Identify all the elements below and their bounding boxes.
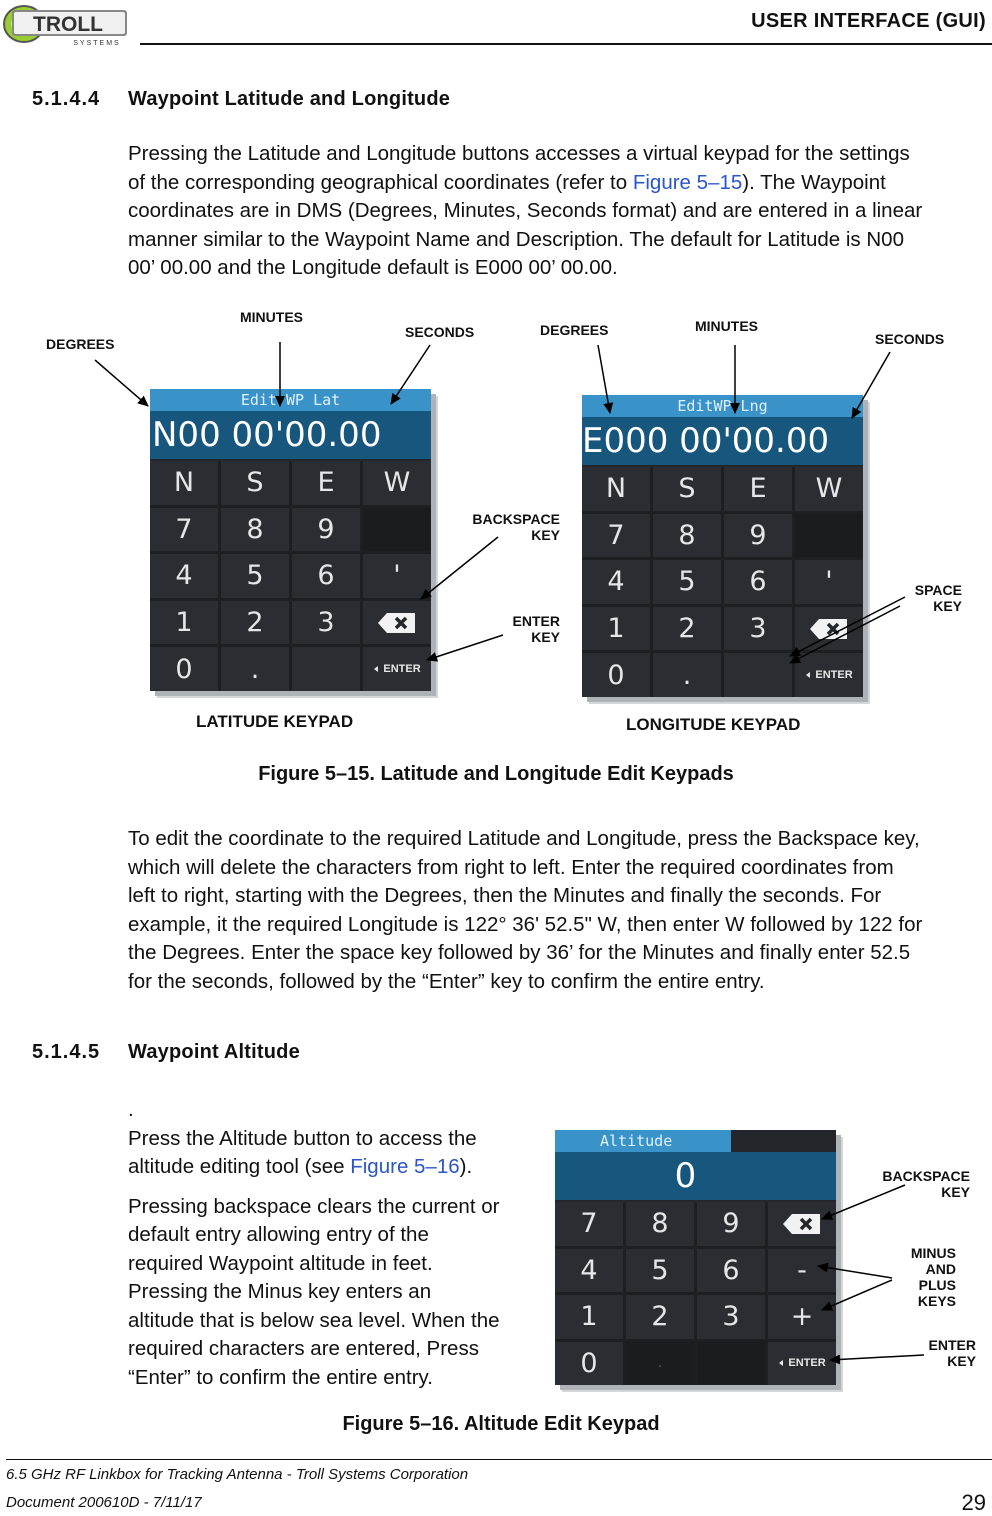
key-apostrophe[interactable]: ' [795, 560, 863, 604]
callout-line: SPACE [914, 582, 962, 598]
key-w[interactable]: W [363, 461, 431, 505]
text-line: “Enter” to confirm the entire entry. [128, 1365, 433, 1389]
callout-line: PLUS [918, 1277, 956, 1293]
key-n[interactable]: N [150, 461, 218, 505]
key-n[interactable]: N [582, 467, 650, 511]
key-s[interactable]: S [221, 461, 289, 505]
paragraph-edit-instructions [128, 825, 990, 996]
key-9[interactable]: 9 [292, 508, 360, 552]
text-line: for the seconds, followed by the “Enter” key to confirm the entire entry. [128, 969, 765, 993]
callout-line: BACKSPACE [472, 511, 560, 527]
key-2[interactable]: 2 [221, 601, 289, 645]
key-apostrophe[interactable]: ' [363, 554, 431, 598]
key-dot[interactable]: . [653, 653, 721, 697]
figure-link[interactable]: Figure 5–15 [632, 170, 743, 194]
callout-lng-degrees: DEGREES [540, 322, 609, 338]
key-9[interactable]: 9 [697, 1202, 765, 1246]
text-line: 00’ 00.00 and the Longitude default is E000 00’ 00.00. [128, 256, 618, 279]
enter-label: ENTER [788, 1357, 826, 1370]
key-3[interactable]: 3 [292, 601, 360, 645]
key-7[interactable]: 7 [555, 1202, 623, 1246]
key-2[interactable]: 2 [626, 1295, 694, 1339]
text-line: altitude that is below sea level. When the [128, 1308, 500, 1332]
callout-line: AND [925, 1261, 956, 1277]
latitude-keypad-label: LATITUDE KEYPAD [196, 712, 354, 731]
key-3[interactable]: 3 [697, 1295, 765, 1339]
footer-divider [6, 1459, 992, 1460]
section-title: Waypoint Altitude [128, 1041, 300, 1063]
keypad-title-bar: Edit WP Lat [150, 389, 431, 411]
key-w[interactable]: W [795, 467, 863, 511]
key-2[interactable]: 2 [653, 607, 721, 651]
key-0[interactable]: 0 [555, 1342, 623, 1386]
page-number: 29 [961, 1490, 986, 1515]
text-line: Pressing the Minus key enters an [128, 1280, 432, 1303]
key-0[interactable]: 0 [150, 647, 218, 691]
figure-15-caption: Figure 5–15. Latitude and Longitude Edit Keypads [258, 763, 734, 785]
key-3[interactable]: 3 [724, 607, 792, 651]
text-line: manner similar to the Waypoint Name and Description. The default for Latitude is N00 [128, 227, 904, 251]
key-5[interactable]: 5 [626, 1249, 694, 1293]
key-7[interactable]: 7 [150, 508, 218, 552]
key-e[interactable]: E [292, 461, 360, 505]
keypad-display: N00 00'00.00 [150, 411, 431, 459]
callout-lat-seconds: SECONDS [405, 324, 475, 340]
callout-line: KEY [933, 598, 962, 614]
text-line: . [128, 1098, 134, 1121]
text-line: required Waypoint altitude in feet. [128, 1251, 433, 1275]
text-line: default entry allowing entry of the [128, 1223, 429, 1246]
callout-line: MINUS [910, 1245, 956, 1261]
enter-label: ENTER [815, 669, 853, 682]
key-e[interactable]: E [724, 467, 792, 511]
key-5[interactable]: 5 [653, 560, 721, 604]
key-6[interactable]: 6 [697, 1249, 765, 1293]
enter-label: ENTER [383, 663, 421, 676]
text-fragment: ). [459, 1155, 473, 1178]
text-line: coordinates are in DMS (Degrees, Minutes, Seconds format) and are entered in a linear [128, 199, 923, 222]
key-dot[interactable]: . [221, 647, 289, 691]
section-number: 5.1.4.4 [32, 88, 101, 110]
key-s[interactable]: S [653, 467, 721, 511]
text-line: To edit the coordinate to the required Latitude and Longitude, press the Backspace key, [128, 827, 920, 850]
callout-line: ENTER [512, 613, 560, 629]
callout-lat-minutes: MINUTES [240, 309, 303, 325]
figure-link[interactable]: Figure 5–16 [350, 1155, 460, 1178]
text-line: required characters are entered, Press [128, 1337, 479, 1360]
footer-document-number: Document 200610D - 7/11/17 [6, 1494, 202, 1511]
callout-lng-minutes: MINUTES [695, 318, 758, 334]
key-8[interactable]: 8 [221, 508, 289, 552]
key-5[interactable]: 5 [221, 554, 289, 598]
key-1[interactable]: 1 [150, 601, 218, 645]
callout-line: BACKSPACE [882, 1168, 970, 1184]
callout-line: KEY [947, 1353, 976, 1369]
section-heading-altitude [32, 1041, 300, 1064]
callout-line: KEYS [917, 1293, 956, 1309]
section-number: 5.1.4.5 [32, 1041, 101, 1063]
svg-text:SYSTEMS: SYSTEMS [73, 40, 121, 47]
keypad-title-bar: EditWP Lng [582, 395, 863, 417]
key-dot[interactable]: . [626, 1342, 694, 1386]
key-8[interactable]: 8 [626, 1202, 694, 1246]
callout-line: ENTER [928, 1337, 976, 1353]
text-line: Press the Altitude button to access the [128, 1126, 477, 1150]
text-line: left to right, starting with the Degrees, then the Minutes and finally the seconds. For [128, 884, 882, 907]
callout-line: KEY [531, 629, 560, 645]
callout-lng-seconds: SECONDS [875, 331, 945, 347]
page-header-title: USER INTERFACE (GUI) [751, 10, 986, 32]
key-7[interactable]: 7 [582, 514, 650, 558]
callout-line: KEY [941, 1184, 970, 1200]
minus-key[interactable]: - [768, 1249, 836, 1293]
text-line: example, it the required Longitude is 122° 36' 52.5" W, then enter W followed by 122 for [128, 912, 923, 936]
key-6[interactable]: 6 [724, 560, 792, 604]
key-6[interactable]: 6 [292, 554, 360, 598]
text-line: which will delete the characters from right to left. Enter the required coordinates from [128, 855, 894, 879]
key-1[interactable]: 1 [555, 1295, 623, 1339]
keypad-display: 0 [555, 1152, 836, 1200]
footer-document-title: 6.5 GHz RF Linkbox for Tracking Antenna - Troll Systems Corporation [6, 1466, 469, 1483]
keypad-display: E000 00'00.00 [582, 417, 863, 465]
text-line: Pressing backspace clears the current or [128, 1194, 500, 1218]
text-line: the Degrees. Enter the space key followed by 36’ for the Minutes and finally enter 52.5 [128, 941, 911, 964]
figure-16-caption: Figure 5–16. Altitude Edit Keypad [342, 1413, 660, 1435]
key-4[interactable]: 4 [150, 554, 218, 598]
plus-key[interactable]: + [768, 1295, 836, 1339]
key-4[interactable]: 4 [555, 1249, 623, 1293]
text-fragment: of the corresponding geographical coordinates (refer to [128, 170, 633, 194]
text-fragment: altitude editing tool (see [128, 1155, 351, 1178]
longitude-keypad-label: LONGITUDE KEYPAD [626, 715, 801, 734]
key-9[interactable]: 9 [724, 514, 792, 558]
key-8[interactable]: 8 [653, 514, 721, 558]
text-fragment: ). The Waypoint [742, 170, 886, 194]
keypad-title-bar: Altitude [555, 1130, 731, 1152]
callout-line: KEY [531, 527, 560, 543]
key-1[interactable]: 1 [582, 607, 650, 651]
figure16-callout-arrows [0, 1120, 992, 1400]
key-4[interactable]: 4 [582, 560, 650, 604]
text-line: Pressing the Latitude and Longitude buttons accesses a virtual keypad for the settings [128, 142, 910, 165]
svg-text:TROLL: TROLL [33, 13, 103, 36]
key-0[interactable]: 0 [582, 653, 650, 697]
callout-lat-degrees: DEGREES [46, 336, 115, 352]
section-title: Waypoint Latitude and Longitude [128, 88, 451, 110]
